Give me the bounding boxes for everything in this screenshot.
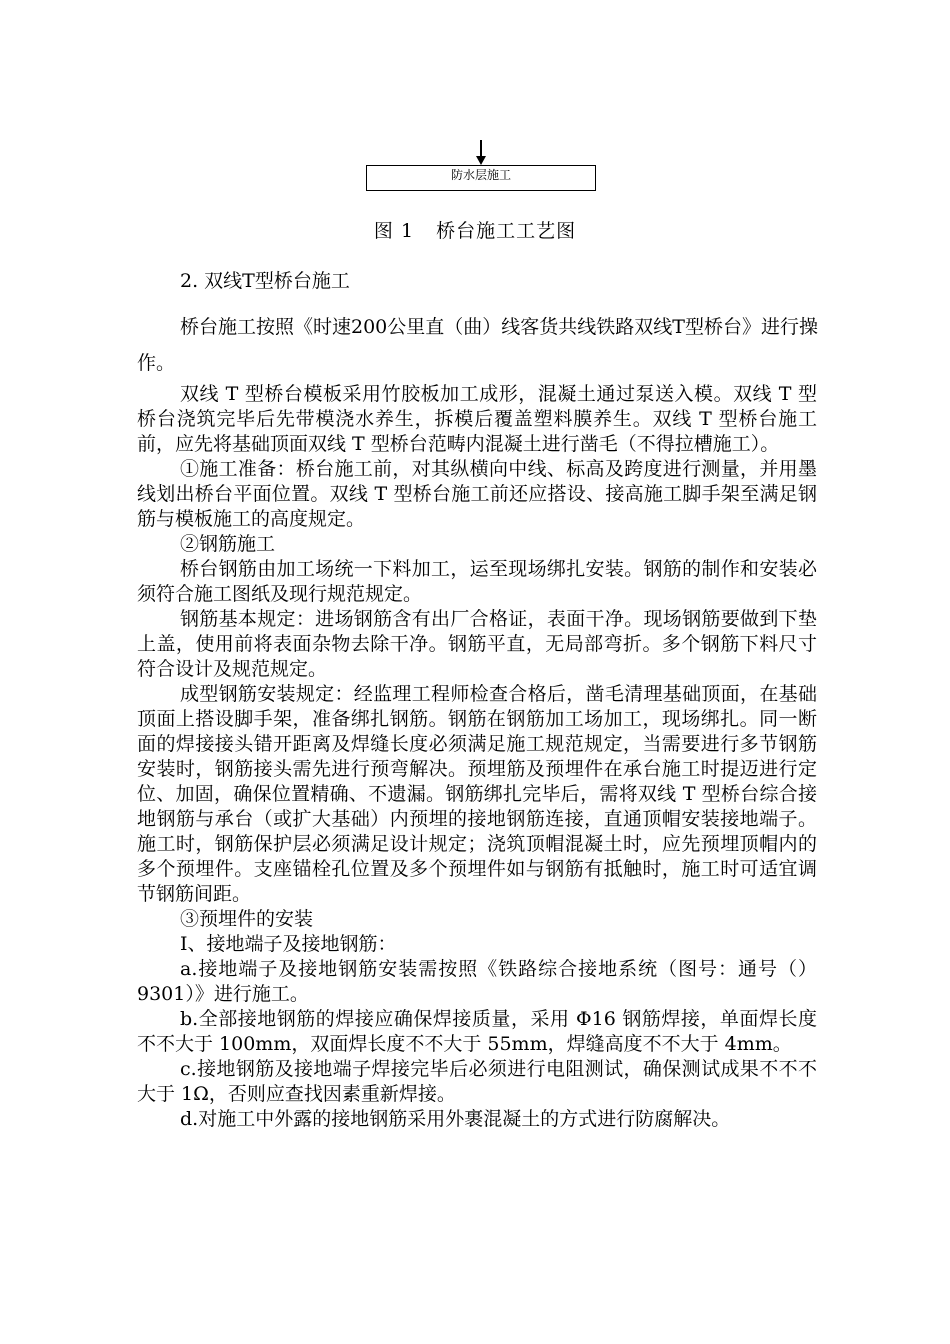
figure-number: 图 1: [373, 220, 415, 242]
paragraph-rebar-processing: 桥台钢筋由加工场统一下料加工，运至现场绑扎安装。钢筋的制作和安装必须符合施工图纸及现行规范规定。: [137, 558, 817, 605]
paragraph-preparation: ①施工准备：桥台施工前，对其纵横向中线、标高及跨度进行测量，并用墨线划出桥台平面位置。双线 T 型桥台施工前还应搭设、接高施工脚手架至满足钢筋与模板施工的高度规定。: [137, 458, 817, 530]
paragraph-formwork: 双线 T 型桥台模板采用竹胶板加工成形，混凝土通过泵送入模。双线 T 型桥台浇筑完毕后先带模浇水养生，拆模后覆盖塑料膜养生。双线 T 型桥台施工前，应先将基础顶面双线 T 型桥台范畴内混凝土进行凿毛（不得拉槽施工）。: [137, 383, 817, 455]
paragraph-rebar-basics: 钢筋基本规定：进场钢筋含有出厂合格证，表面干净。现场钢筋要做到下垫上盖，使用前将表面杂物去除干净。钢筋平直，无局部弯折。多个钢筋下料尺寸符合设计及规范规定。: [137, 608, 817, 680]
flow-arrow-down-icon: [476, 156, 486, 165]
reference-line-end: 作。: [137, 352, 176, 374]
list-item-b: b.全部接地钢筋的焊接应确保焊接质量，采用 Φ16 钢筋焊接，单面焊长度不不大于 100mm，双面焊长度不不大于 55mm，焊缝高度不不大于 4mm。: [137, 1008, 817, 1055]
figure-title: 桥台施工工艺图: [436, 220, 577, 242]
subheading-rebar: ②钢筋施工: [180, 533, 276, 555]
document-body: [137, 267, 817, 1132]
flow-step-box: 防水层施工: [366, 165, 596, 191]
process-flow-fragment: [0, 0, 950, 200]
subheading-embedded-parts: ③预埋件的安装: [180, 908, 314, 930]
subheading-grounding: Ⅰ、接地端子及接地钢筋：: [180, 933, 397, 955]
paragraph-rebar-installation: 成型钢筋安装规定：经监理工程师检查合格后，凿毛清理基础顶面，在基础顶面上搭设脚手架，准备绑扎钢筋。钢筋在钢筋加工场加工，现场绑扎。同一断面的焊接接头错开距离及焊缝长度必须满足施工规范规定，当需要进行多节钢筋安装时，钢筋接头需先进行预弯解决。预埋筋及预埋件在承台施工时提迈进行定位、加固，确保位置精确、不遗漏。钢筋绑扎完毕后，需将双线 T 型桥台综合接地钢筋与承台（或扩大基础）内预埋的接地钢筋连接，直通顶帽安装接地端子。施工时，钢筋保护层必须满足设计规定；浇筑顶帽混凝土时，应先预埋顶帽内的多个预埋件。支座锚栓孔位置及多个预埋件如与钢筋有抵触时，施工时可适宜调节钢筋间距。: [137, 683, 817, 905]
list-item-a: a.接地端子及接地钢筋安装需按照《铁路综合接地系统（图号：通号（）9301）》进行施工。: [137, 958, 817, 1005]
list-item-c: c.接地钢筋及接地端子焊接完毕后必须进行电阻测试，确保测试成果不不不大于 1Ω，否则应查找因素重新焊接。: [137, 1058, 817, 1105]
figure-caption: [0, 216, 950, 243]
list-item-d: d.对施工中外露的接地钢筋采用外裹混凝土的方式进行防腐解决。: [180, 1108, 731, 1130]
reference-line: 桥台施工按照《时速200公里直（曲）线客货共线铁路双线T型桥台》进行操: [180, 316, 818, 338]
section-heading: 2. 双线T型桥台施工: [180, 270, 350, 292]
